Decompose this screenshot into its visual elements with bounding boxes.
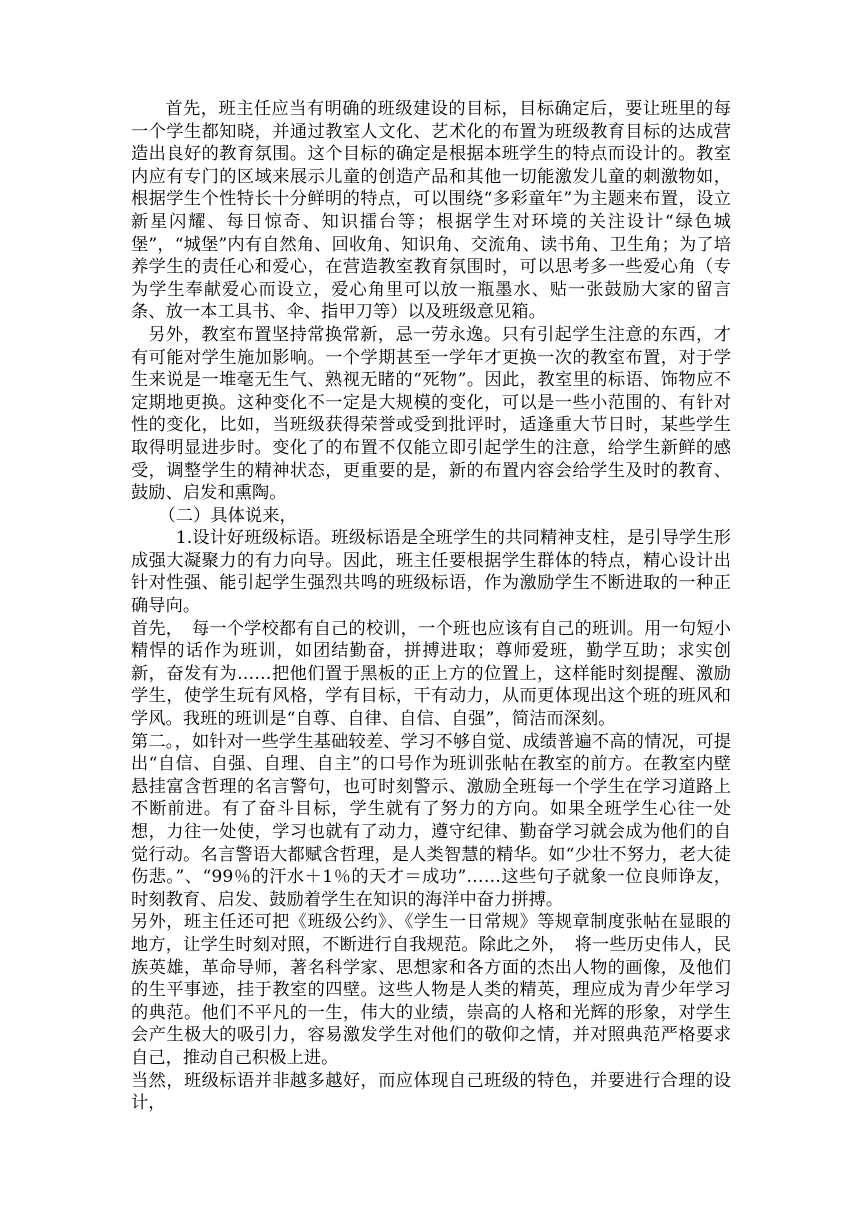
paragraph-closing: 当然，班级标语并非越多越好，而应体现自己班级的特色，并要进行合理的设计， — [131, 1070, 731, 1114]
paragraph-slogan-design: 1.设计好班级标语。班级标语是全班学生的共同精神支柱，是引导学生形成强大凝聚力的有力向导。因此，班主任要根据学生群体的特点，精心设计出针对性强、能引起学生强烈共鸣的班级标语，作为激励学生不断进取的一种正确导向。 — [131, 528, 731, 617]
paragraph-room-layout-change: 另外，教室布置坚持常换常新，忌一劳永逸。只有引起学生注意的东西，才有可能对学生施加影响。一个学期甚至一学年才更换一次的教室布置，对于学生来说是一堆毫无生气、熟视无睹的“死物”。因此，教室里的标语、饰物应不定期地更换。这种变化不一定是大规模的变化，可以是一些小范围的、有针对性的变化，比如，当班级获得荣誉或受到批评时，适逢重大节日时，某些学生取得明显进步时。变化了的布置不仅能立即引起学生的注意，给学生新鲜的感受，调整学生的精神状态，更重要的是，新的布置内容会给学生及时的教育、鼓励、启发和熏陶。 — [131, 324, 731, 504]
document-body — [131, 98, 731, 1115]
paragraph-class-motto: 首先， 每一个学校都有自己的校训，一个班也应该有自己的班训。用一句短小精悍的话作为班训，如团结勤奋，拼搏进取；尊师爱班，勤学互助；求实创新，奋发有为……把他们置于黑板的正上方的位置上，这样能时刻提醒、激励学生，使学生玩有风格，学有目标，干有动力，从而更体现出这个班的班风和学风。我班的班训是“自尊、自律、自信、自强”，简洁而深刻。 — [131, 618, 731, 730]
paragraph-section-heading: （二）具体说来， — [158, 505, 297, 526]
paragraph-rules-and-portraits: 另外，班主任还可把《班级公约》、《学生一日常规》等规章制度张帖在显眼的地方，让学生时刻对照，不断进行自我规范。除此之外， 将一些历史伟人，民族英雄，革命导师，著名科学家、思想家和各方面的杰出人物的画像，及他们的生平事迹，挂于教室的四壁。这些人物是人类的精英，理应成为青少年学习的典范。他们不平凡的一生，伟大的业绩，崇高的人格和光辉的形象，对学生会产生极大的吸引力，容易激发学生对他们的敬仰之情，并对照典范严格要求自己，推动自己积极上进。 — [131, 912, 731, 1068]
paragraph-second-point: 第二。，如针对一些学生基础较差、学习不够自觉、成绩普遍不高的情况，可提出“自信、自强、自理、自主”的口号作为班训张帖在教室的前方。在教室内壁悬挂富含哲理的名言警句，也可时刻警示、激励全班每一个学生在学习道路上不断前进。有了奋斗目标，学生就有了努力的方向。如果全班学生心往一处想，力往一处使，学习也就有了动力，遵守纪律、勤奋学习就会成为他们的自觉行动。名言警语大都赋含哲理，是人类智慧的精华。如“少壮不努力，老大徒伤悲。”、“99％的汗水＋1％的天才＝成功”……这些句子就象一位良师诤友，时刻教育、启发、鼓励着学生在知识的海洋中奋力拼搏。 — [131, 731, 731, 910]
paragraph-class-goals: 首先，班主任应当有明确的班级建设的目标，目标确定后，要让班里的每一个学生都知晓，并通过教室人文化、艺术化的布置为班级教育目标的达成营造出良好的教育氛围。这个目标的确定是根据本班学生的特点而设计的。教室内应有专门的区域来展示儿童的创造产品和其他一切能激发儿童的刺激物如，根据学生个性特长十分鲜明的特点，可以围绕“多彩童年”为主题来布置，设立新星闪耀、每日惊奇、知识擂台等；根据学生对环境的关注设计“绿色城堡”，“城堡”内有自然角、回收角、知识角、交流角、读书角、卫生角；为了培养学生的责任心和爱心，在营造教室教育氛围时，可以思考多一些爱心角（专为学生奉献爱心而设立，爱心角里可以放一瓶墨水、贴一张鼓励大家的留言条、放一本工具书、伞、指甲刀等）以及班级意见箱。 — [131, 99, 731, 323]
